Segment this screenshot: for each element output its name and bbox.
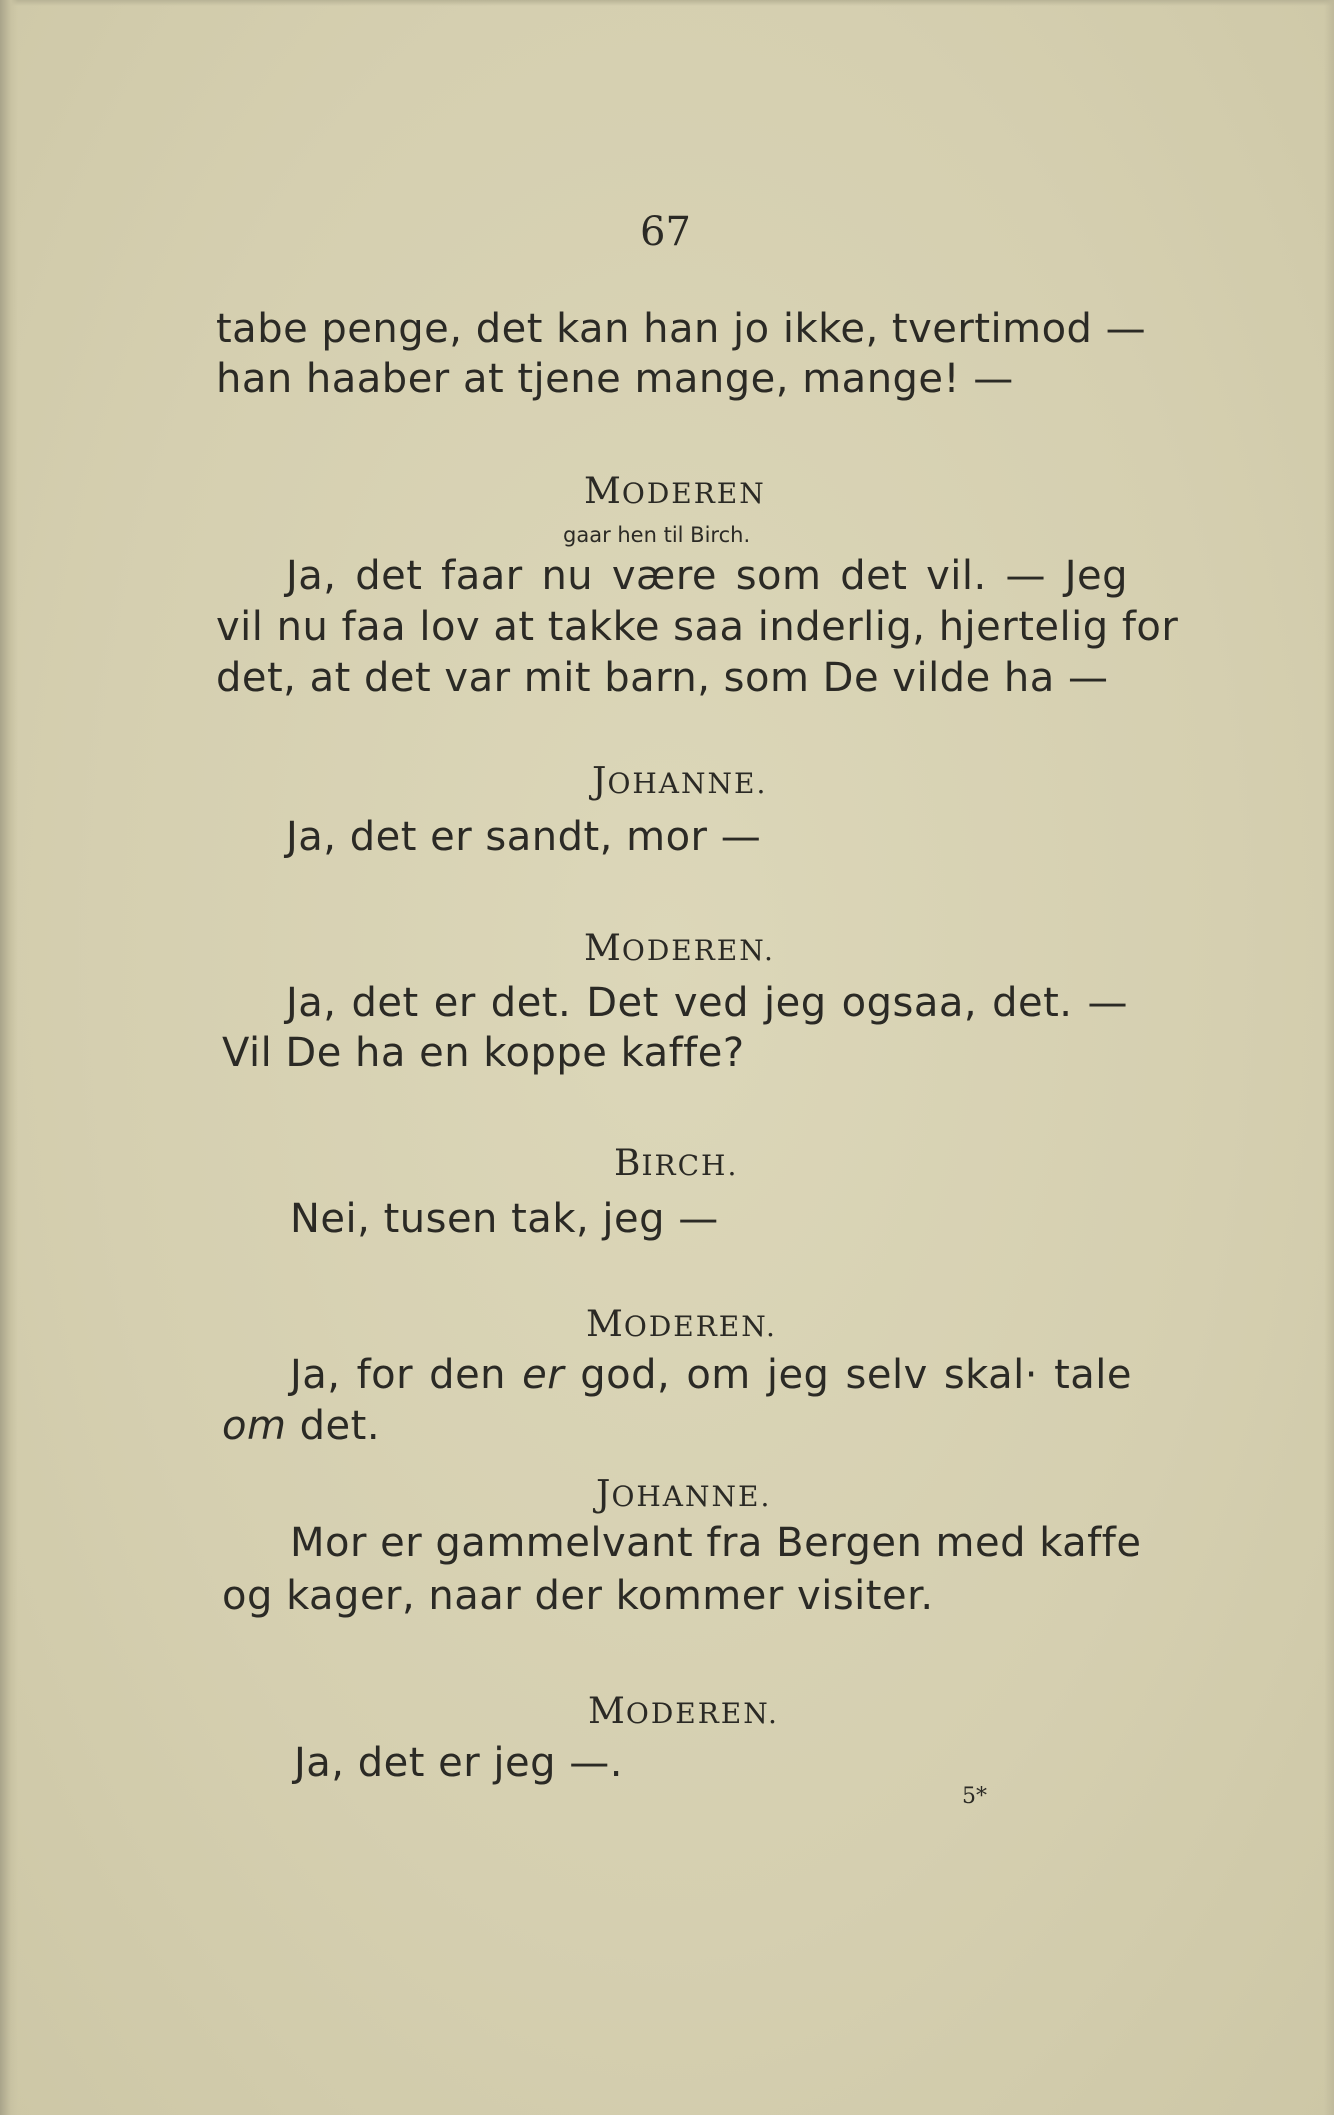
speaker-name: JOHANNE. bbox=[592, 761, 768, 802]
speaker-name: JOHANNE. bbox=[596, 1474, 772, 1515]
speaker-name: MODEREN. bbox=[586, 1304, 777, 1345]
speaker-name: MODEREN bbox=[584, 471, 766, 512]
speech-line: Ja, for den er god, om jeg selv skal· tale bbox=[290, 1352, 1132, 1398]
stage-direction: gaar hen til Birch. bbox=[563, 523, 751, 547]
speech-line: det, at det var mit barn, som De vilde ha — bbox=[216, 655, 1109, 701]
speech-line: han haaber at tjene mange, mange! — bbox=[216, 356, 1014, 402]
speaker-name: MODEREN. bbox=[588, 1691, 779, 1732]
speech-line: Vil De ha en koppe kaffe? bbox=[222, 1030, 745, 1076]
speech-line: om det. bbox=[222, 1403, 381, 1449]
speech-line: Mor er gammelvant fra Bergen med kaffe bbox=[290, 1520, 1142, 1566]
speech-line: Ja, det er jeg —. bbox=[294, 1740, 623, 1786]
page-binding-edge bbox=[0, 0, 18, 2115]
speaker-name: BIRCH. bbox=[614, 1143, 739, 1184]
speech-line: vil nu faa lov at takke saa inderlig, hjertelig for bbox=[216, 604, 1179, 650]
speech-line: Nei, tusen tak, jeg — bbox=[290, 1196, 719, 1242]
page-number: 67 bbox=[640, 209, 691, 255]
speech-line: og kager, naar der kommer visiter. bbox=[222, 1573, 934, 1619]
speech-line: Ja, det faar nu være som det vil. — Jeg bbox=[286, 553, 1128, 599]
speech-line: Ja, det er det. Det ved jeg ogsaa, det. — bbox=[286, 980, 1128, 1026]
page-top-edge bbox=[0, 0, 1334, 6]
signature-mark: 5* bbox=[962, 1784, 987, 1809]
page-right-edge bbox=[1324, 0, 1334, 2115]
speech-line: tabe penge, det kan han jo ikke, tvertimod — bbox=[216, 306, 1147, 352]
speech-line: Ja, det er sandt, mor — bbox=[286, 814, 762, 860]
speaker-name: MODEREN. bbox=[584, 928, 775, 969]
